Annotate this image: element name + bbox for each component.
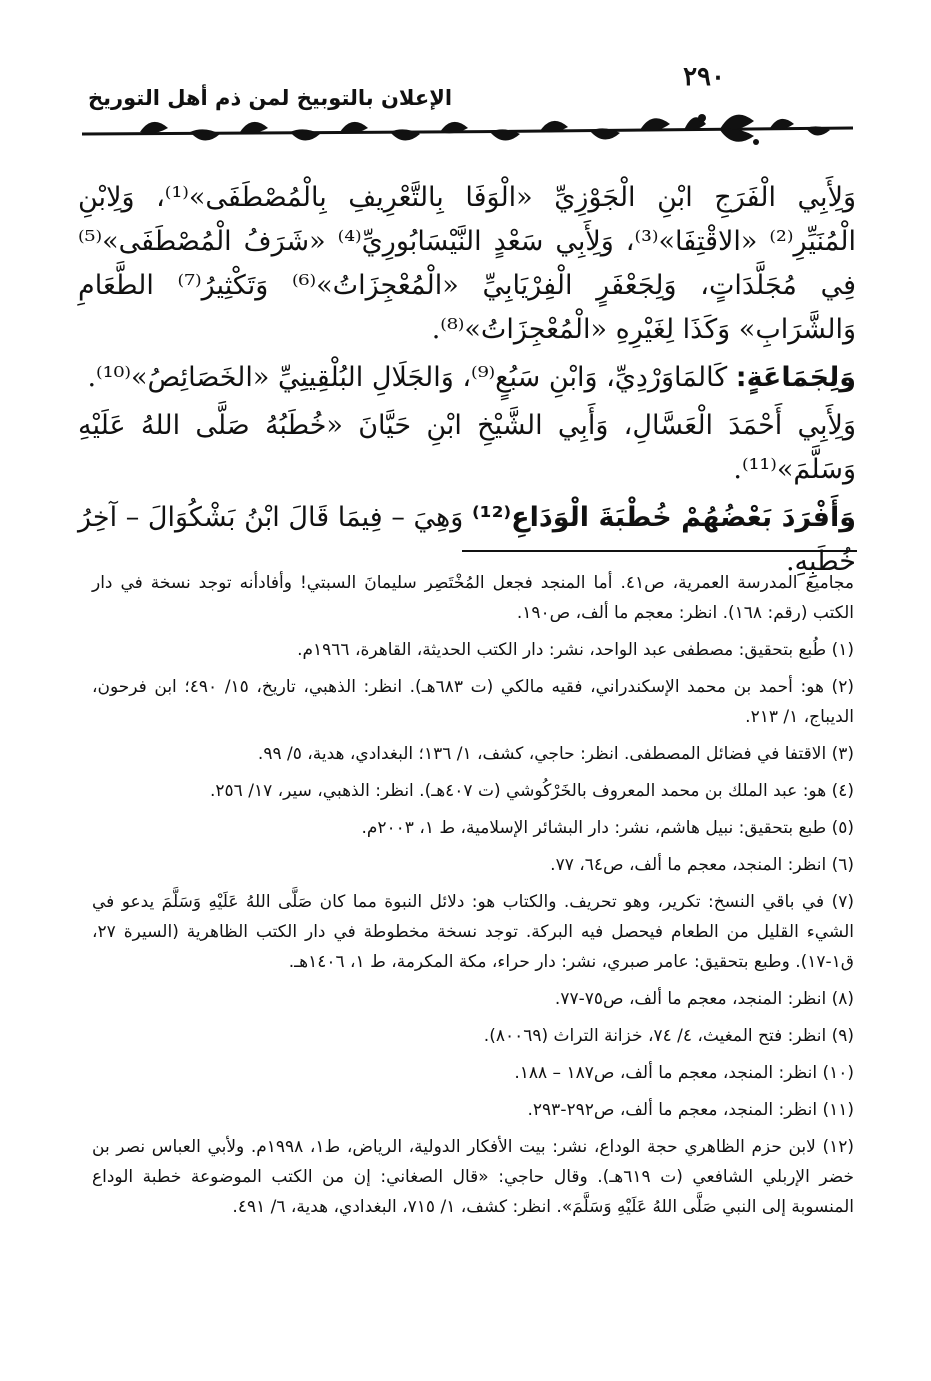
footnote-8: (٨) انظر: المنجد، معجم ما ألف، ص٧٥-٧٧. <box>554 989 854 1009</box>
vine-ornament-icon <box>80 102 855 154</box>
main-paragraph-1 <box>78 176 856 352</box>
footnote-separator <box>462 550 857 552</box>
paragraph-text: وَلِأَبِي أَحْمَدَ الْعَسَّالِ، وَأَبِي الشَّيْخِ ابْنِ حَيَّانَ «خُطَبُهُ صَلَّى اللهُ عَلَيْهِ وَسَلَّمَ»⁽¹¹⁾. <box>78 410 856 485</box>
footnote-1: (١) طُبع بتحقيق: مصطفى عبد الواحد، نشر: دار الكتب الحديثة، القاهرة، ١٩٦٦م. <box>297 640 854 660</box>
footnote-11: (١١) انظر: المنجد، معجم ما ألف، ص٢٩٢-٢٩٣. <box>527 1100 854 1120</box>
footnotes <box>92 568 854 1229</box>
page-header <box>80 62 855 110</box>
footnote-7: (٧) في باقي النسخ: تكرير، وهو تحريف. والكتاب هو: دلائل النبوة مما كان صَلَّى اللهُ عَلَيْهِ وَسَلَّمَ يدعو في الشيء القليل من الطعام فيحصل فيه البركة. توجد نسخة مخطوطة في دار الكتب الظاهرية (السيرة ٢٧، ق١-١٧). وطبع بتحقيق: عامر صبري، نشر: دار حراء، مكة المكرمة، ط ١، ١٤٠٦هـ. <box>92 892 854 972</box>
footnote-continuation: مجاميع المدرسة العمرية، ص٤١. أما المنجد فجعل المُخْتَصِر سليمانَ السبتي! وأفادأنه توجد نسخة في دار الكتب (رقم: ١٦٨). انظر: معجم ما ألف، ص١٩٠. <box>92 573 854 623</box>
footnote-12: (١٢) لابن حزم الظاهري حجة الوداع، نشر: بيت الأفكار الدولية، الرياض، ط١، ١٩٩٨م. ولأبي العباس نصر بن خضر الإربلي الشافعي (ت ٦١٩هـ). وقال حاجي: «قال الصغاني: إن من الكتب الموضوعة خطبة الوداع المنسوبة إلى النبي صَلَّى اللهُ عَلَيْهِ وَسَلَّمَ». انظر: كشف، ١/ ٧١٥، البغدادي، هدية، ٦/ ٤٩١. <box>92 1137 854 1217</box>
paragraph-lead: وَأَفْرَدَ بَعْضُهُمْ خُطْبَةَ الْوَدَاعِ⁽¹²⁾ <box>471 502 856 533</box>
footnote-3: (٣) الاقتفا في فضائل المصطفى. انظر: حاجي، كشف، ١/ ١٣٦؛ البغدادي، هدية، ٥/ ٩٩. <box>257 744 854 764</box>
footnote-5: (٥) طبع بتحقيق: نبيل هاشم، نشر: دار البشائر الإسلامية، ط ١، ٢٠٠٣م. <box>361 818 854 838</box>
paragraph-text: وَلِأَبِي الْفَرَجِ ابْنِ الْجَوْزِيِّ «الْوَفَا بِالتَّعْرِيفِ بِالْمُصْطَفَى»⁽¹⁾، وَلِابْنِ الْمُنَيِّرِ⁽²⁾ «الاقْتِفَا»⁽³⁾، وَلِأَبِي سَعْدٍ النَّيْسَابُورِيِّ⁽⁴⁾ «شَرَفُ الْمُصْطَفَى»⁽⁵⁾ فِي مُجَلَّدَاتٍ، وَلِجَعْفَرٍ الْفِرْيَابِيِّ «الْمُعْجِزَاتُ»⁽⁶⁾ وَتَكْثِيرُ⁽⁷⁾ الطَّعَامِ وَالشَّرَابِ» وَكَذَا لِغَيْرِهِ «الْمُعْجِزَاتُ»⁽⁸⁾. <box>78 182 857 345</box>
footnote-4: (٤) هو: عبد الملك بن محمد المعروف بالخَرْكُوشي (ت ٤٠٧هـ). انظر: الذهبي، سير، ١٧/ ٢٥٦. <box>210 781 854 801</box>
footnote-10: (١٠) انظر: المنجد، معجم ما ألف، ص١٨٧ – ١٨٨. <box>514 1063 854 1083</box>
main-paragraph-3 <box>78 404 856 492</box>
paragraph-text: وَهِيَ – فِيمَا قَالَ ابْنُ بَشْكُوَالَ – آخِرُ خُطَبِهِ. <box>78 502 856 577</box>
main-text <box>78 176 856 588</box>
paragraph-text: كَالمَاوَرْدِيِّ، وَابْنِ سَبُعٍ⁽⁹⁾، وَالجَلَالِ البُلْقِينِيِّ «الخَصَائِصُ»⁽¹⁰⁾. <box>87 362 728 393</box>
page-number: ٢٩٠ <box>683 62 725 92</box>
main-paragraph-2 <box>78 356 856 400</box>
footnote-2: (٢) هو: أحمد بن محمد الإسكندراني، فقيه مالكي (ت ٦٨٣هـ). انظر: الذهبي، تاريخ، ١٥/ ٤٩٠؛ ابن فرحون، الديباج، ١/ ٢١٣. <box>92 677 854 727</box>
footnote-6: (٦) انظر: المنجد، معجم ما ألف، ص٦٤، ٧٧. <box>550 855 854 875</box>
footnote-9: (٩) انظر: فتح المغيث، ٤/ ٧٤، خزانة التراث (٨٠٠٦٩). <box>483 1026 854 1046</box>
paragraph-lead: وَلِجَمَاعَةٍ: <box>735 362 856 393</box>
running-title: الإعلان بالتوبيخ لمن ذم أهل التوريخ <box>88 86 453 110</box>
